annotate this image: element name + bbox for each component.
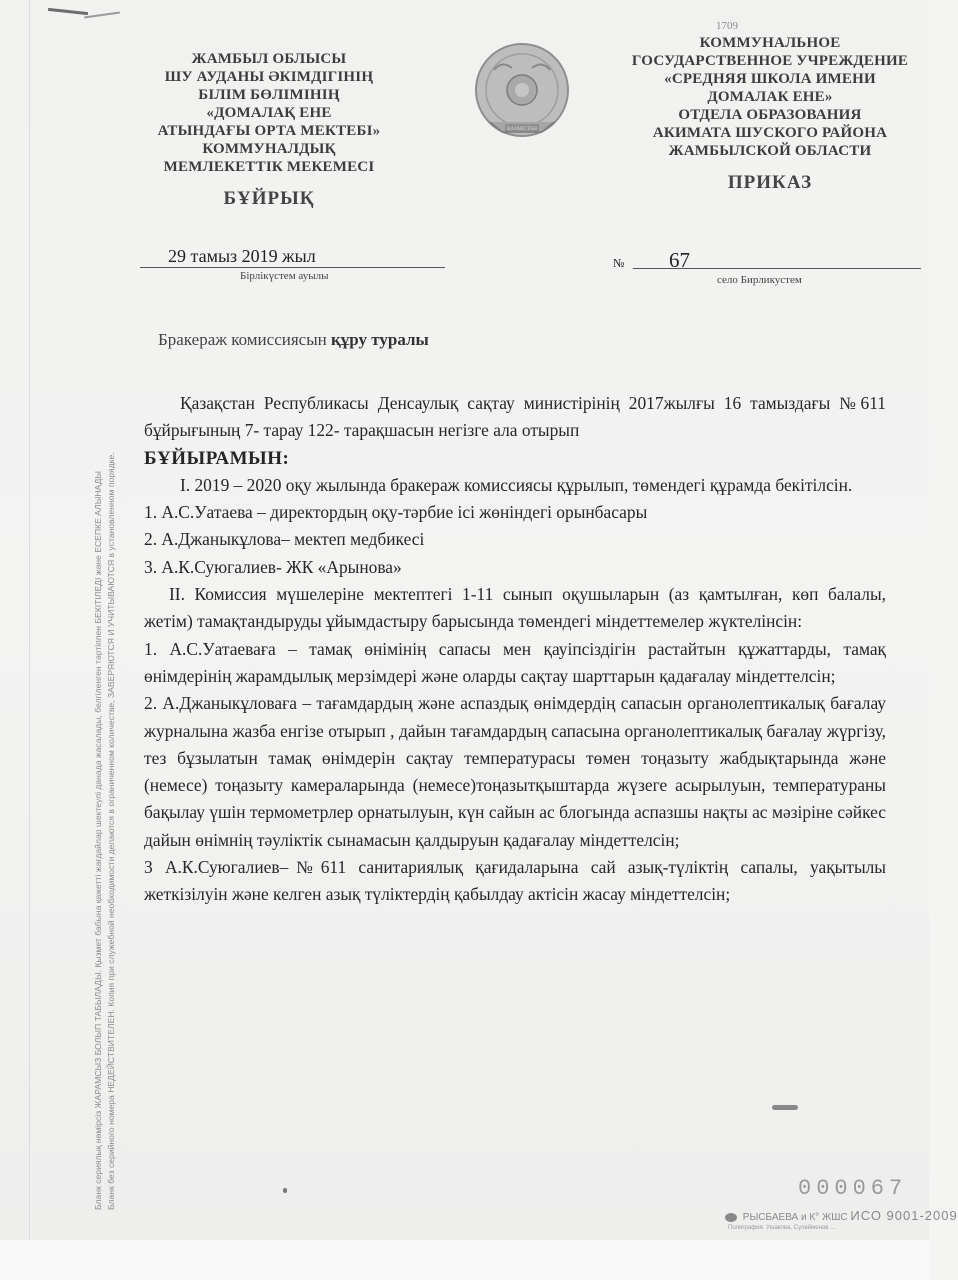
member-item: 3. А.К.Суюгалиев- ЖК «Арынова»	[144, 556, 402, 577]
margin-notice	[92, 330, 118, 1210]
preamble: Қазақстан Республикасы Денсаулық сақтау министірінің 2017жылғы 16 тамыздағы №611 бұйрығының 7- тарау 122- тарақшасын негізге ала отырып	[144, 393, 886, 441]
duty-item: 1. А.С.Уатаеваға – тамақ өнімінің сапасы мен қауіпсіздігін растайтын құжаттарды, тамақ өнімдерінің жарамдылық мерзімдері және оларды сақтау шарттарын қадағалау міндеттелсін;	[144, 638, 886, 686]
order-date: 29 тамыз 2019 жыл	[140, 245, 445, 268]
header-line: ЖАМБЫЛСКОЙ ОБЛАСТИ	[668, 143, 872, 159]
pen-mark	[48, 8, 88, 15]
order-title-ru: ПРИКАЗ	[727, 172, 813, 193]
header-line: АКИМАТА ШУСКОГО РАЙОНА	[652, 125, 888, 141]
section-1: I. 2019 – 2020 оқу жылында бракераж комиссиясы құрылып, төмендегі құрамда бекітілсін.	[180, 474, 853, 495]
duty-item: 3 А.К.Суюгалиев–№611 санитариялық қағидаларына сай азық-түліктің сапалы, уақытылы жеткізілуін және келген азық түліктердің қабылдау актісін жасау міндеттелсін;	[144, 857, 886, 905]
header-line: ШУ АУДАНЫ ӘКІМДІГІНІҢ	[164, 69, 374, 85]
header-line: «ДОМАЛАҚ ЕНЕ	[206, 105, 332, 121]
header-line: КОММУНАЛДЫҚ	[202, 141, 336, 157]
order-title-kz: БҰЙРЫҚ	[223, 188, 315, 209]
state-emblem-icon	[472, 40, 572, 144]
header-line: МЕМЛЕКЕТТІК МЕКЕМЕСІ	[163, 159, 375, 175]
emblem-label: ҚАЗАҚСТАН	[507, 127, 537, 132]
order-word: БҰЙЫРАМЫН:	[144, 447, 290, 469]
number-sign: №	[613, 256, 625, 270]
order-number: 67	[669, 248, 690, 272]
header-line: АТЫНДАҒЫ ОРТА МЕКТЕБІ»	[157, 123, 381, 139]
header-line: ЖАМБЫЛ ОБЛЫСЫ	[191, 51, 347, 67]
serial-number: 000067	[798, 1176, 908, 1201]
margin-notice-ru: Бланк без серийного номера НЕДЕЙСТВИТЕЛЕН. Копия при служебной необходимости делаются в ограниченном количестве, ЗАВЕРЯЮТСЯ И УЧИТЫВАЮТСЯ в установленном порядке.	[106, 452, 116, 1210]
header-line: «СРЕДНЯЯ ШКОЛА ИМЕНИ	[664, 71, 876, 87]
handwritten-mark	[772, 1105, 798, 1110]
handwritten-code: 1709	[716, 20, 738, 32]
scan-bottom-margin	[0, 1240, 929, 1280]
page-edge	[29, 0, 30, 1240]
header-line: ОТДЕЛА ОБРАЗОВАНИЯ	[678, 107, 862, 123]
printer-imprint	[725, 1208, 958, 1223]
member-item: 1. А.С.Уатаева – директордың оқу-тәрбие ісі жөніндегі орынбасары	[144, 502, 648, 523]
printer-subtext: Полиграфия. Ушакова, Сүлейменов ...	[728, 1225, 836, 1231]
header-line: КОММУНАЛЬНОЕ	[699, 35, 841, 51]
header-line: ГОСУДАРСТВЕННОЕ УЧРЕЖДЕНИЕ	[631, 53, 909, 69]
printer-logo-icon	[725, 1213, 737, 1222]
ink-spot	[283, 1188, 287, 1193]
section-2: II. Комиссия мүшелеріне мектептегі 1-11 сынып оқушыларын (аз қамтылған, көп балалы, жетім) тамақтандыруды ұйымдастыру барысында төмендегі міндеттемелер жүктелінсін:	[144, 584, 886, 632]
order-subject	[158, 330, 429, 350]
printer-name: РЫСБАЕВА и К° ЖШС	[742, 1212, 848, 1223]
margin-notice-kz: Бланк сериялық нөмірсіз ЖАРАМСЫЗ БОЛЫП ТАБЫЛАДЫ. Қызмет бабына қажетті жағдайлар шектеулі данада жасалады, белгіленген тәртіппен БЕКІТІЛЕДІ және ЕСЕПКЕ АЛЫНАДЫ	[93, 470, 103, 1210]
place-kz: Бірлікүстем ауылы	[240, 270, 329, 282]
member-item: 2. А.Джаныкұлова– мектеп медбикесі	[144, 529, 425, 550]
order-body	[144, 390, 886, 909]
duty-item: 2. А.Джаныкұловаға – тағамдардың және аспаздық өнімдердің сапасын органолептикалық бағалау журналына жазба енгізе отырып , дайын тағамдардың сапасына органолептикалық бағалау жүргізу, тез бұзылатын тамақ өнімдерін сақтау температурасы төмен тоңазыту жабдықтарында және (немесе) тоңазыту камераларында (немесе)тоңазытқыштарда жүзеге асырылуын, температураны бақылау үшін термометрлер орнатылуын, күн сайын ас блогында аспазшы нақты ас мәзіріне сәйкес дайын өнімнің тәуліктік сынамасын қалдыруын қадағалау міндеттелсін;	[144, 693, 886, 850]
header-line: БІЛІМ БӨЛІМІНІҢ	[198, 87, 340, 103]
subject-part1: Бракераж комиссиясын	[158, 330, 327, 349]
header-russian	[610, 34, 930, 194]
header-kazakh	[138, 50, 400, 210]
place-ru: село Бирликустем	[717, 274, 802, 286]
header-line: ДОМАЛАК ЕНЕ»	[707, 89, 833, 105]
subject-part2: құру туралы	[330, 330, 429, 349]
iso-label: ИСО 9001-2009	[850, 1208, 958, 1223]
pen-mark	[84, 12, 120, 19]
